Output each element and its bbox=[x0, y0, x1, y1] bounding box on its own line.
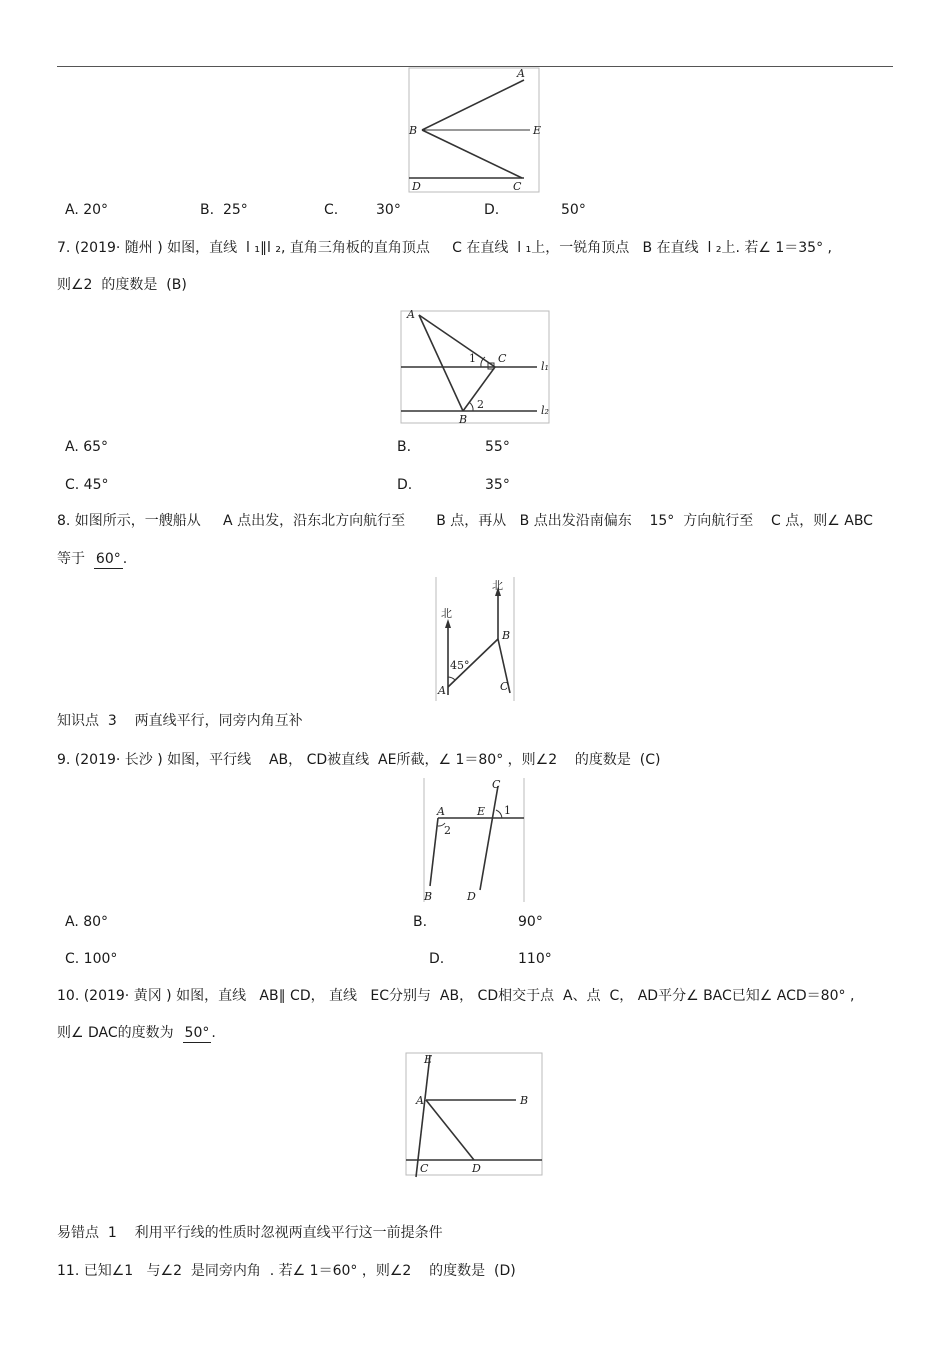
q10-label-d: D bbox=[472, 1162, 481, 1175]
q6-option-b: B. 25° bbox=[200, 202, 248, 218]
q6-option-a: A. 20° bbox=[65, 202, 109, 218]
q9-option-b-value: 90° bbox=[518, 914, 543, 930]
q9-figure bbox=[420, 778, 530, 904]
knowledge-point-3: 知识点 3 两直线平行，同旁内角互补 bbox=[57, 713, 303, 729]
q10-text-line1: 10. (2019· 黄冈 ) 如图，直线 AB∥ CD， 直线 EC分别与 AB， CD相交于点 A、点 C， AD平分∠ BAC已知∠ ACD＝80° , bbox=[57, 988, 855, 1004]
q7-label-angle1: 1 bbox=[469, 352, 476, 365]
error-point-1: 易错点 1 利用平行线的性质时忽视两直线平行这一前提条件 bbox=[57, 1225, 443, 1241]
q8-answer: 60° bbox=[95, 551, 121, 567]
q9-label-c: C bbox=[492, 778, 501, 791]
q9-label-a: A bbox=[437, 805, 445, 818]
q8-label-a: A bbox=[438, 684, 446, 697]
q7-label-a: A bbox=[407, 308, 415, 321]
q7-option-b-letter: B. bbox=[397, 439, 412, 455]
q10-line2-prefix: 则∠ DAC的度数为 bbox=[57, 1025, 183, 1041]
q10-label-a: A bbox=[416, 1094, 424, 1107]
q7-figure bbox=[397, 309, 557, 429]
header-rule bbox=[57, 66, 893, 67]
q9-text-line1: 9. (2019· 长沙 ) 如图，平行线 AB， CD被直线 AE所截，∠ 1＝80° ，则∠2 的度数是 (C) bbox=[57, 752, 661, 768]
q7-label-angle2: 2 bbox=[477, 398, 484, 411]
q9-option-b-letter: B. bbox=[413, 914, 428, 930]
q6-option-c-value: 30° bbox=[376, 202, 401, 218]
q10-answer: 50° bbox=[184, 1025, 210, 1041]
q7-text-line2: 则∠2 的度数是 (B) bbox=[57, 277, 187, 293]
q9-label-b: B bbox=[424, 890, 433, 903]
q6-option-d-value: 50° bbox=[561, 202, 586, 218]
q10-text-line2 bbox=[57, 1024, 216, 1043]
q8-line2-suffix: . bbox=[122, 551, 128, 567]
q7-label-l1: l₁ bbox=[541, 360, 549, 373]
q9-label-angle1: 1 bbox=[504, 804, 511, 817]
q7-option-b-value: 55° bbox=[485, 439, 510, 455]
q9-label-d: D bbox=[467, 890, 476, 903]
q8-text-line1: 8. 如图所示，一艘船从 A 点出发，沿东北方向航行至 B 点，再从 B 点出发沿南偏东 15° 方向航行至 C 点，则∠ ABC bbox=[57, 513, 873, 529]
q9-label-angle2: 2 bbox=[444, 824, 451, 837]
q8-label-angle: 45° bbox=[450, 659, 470, 672]
q8-label-north2: 北 bbox=[492, 579, 503, 592]
q6-label-a: A bbox=[517, 67, 525, 80]
q9-option-d-letter: D. bbox=[429, 951, 445, 967]
q6-label-d: D bbox=[412, 180, 421, 193]
q7-option-c: C. 45° bbox=[65, 477, 109, 493]
q6-option-c-letter: C. bbox=[324, 202, 339, 218]
q8-figure bbox=[430, 577, 525, 705]
q7-label-l2: l₂ bbox=[541, 404, 549, 417]
q9-label-e: E bbox=[477, 805, 486, 818]
q7-option-a: A. 65° bbox=[65, 439, 109, 455]
q9-option-a: A. 80° bbox=[65, 914, 109, 930]
q8-label-c: C bbox=[500, 680, 509, 693]
q7-label-c: C bbox=[498, 352, 507, 365]
q10-label-e: E bbox=[424, 1053, 433, 1066]
q8-text-line2 bbox=[57, 550, 127, 569]
q6-option-d-letter: D. bbox=[484, 202, 500, 218]
q8-line2-prefix: 等于 bbox=[57, 551, 94, 567]
q8-label-b: B bbox=[502, 629, 511, 642]
q10-line2-suffix: . bbox=[211, 1025, 216, 1041]
q6-label-e: E bbox=[533, 124, 542, 137]
q9-option-c: C. 100° bbox=[65, 951, 118, 967]
q10-label-c: C bbox=[420, 1162, 429, 1175]
q7-text-line1: 7. (2019· 随州 ) 如图，直线 l ₁∥l ₂, 直角三角板的直角顶点 C 在直线 l ₁上，一锐角顶点 B 在直线 l ₂上. 若∠ 1＝35° , bbox=[57, 240, 832, 256]
q6-label-b: B bbox=[409, 124, 418, 137]
q6-label-c: C bbox=[513, 180, 522, 193]
q11-text: 11. 已知∠1 与∠2 是同旁内角 . 若∠ 1＝60° ，则∠2 的度数是 (D) bbox=[57, 1263, 516, 1279]
q8-label-north1: 北 bbox=[441, 607, 452, 620]
q10-figure bbox=[404, 1053, 546, 1179]
q6-figure bbox=[400, 68, 545, 194]
q10-label-b: B bbox=[520, 1094, 529, 1107]
q7-option-d-letter: D. bbox=[397, 477, 413, 493]
q7-label-b: B bbox=[459, 413, 468, 426]
q9-option-d-value: 110° bbox=[518, 951, 552, 967]
q7-option-d-value: 35° bbox=[485, 477, 510, 493]
